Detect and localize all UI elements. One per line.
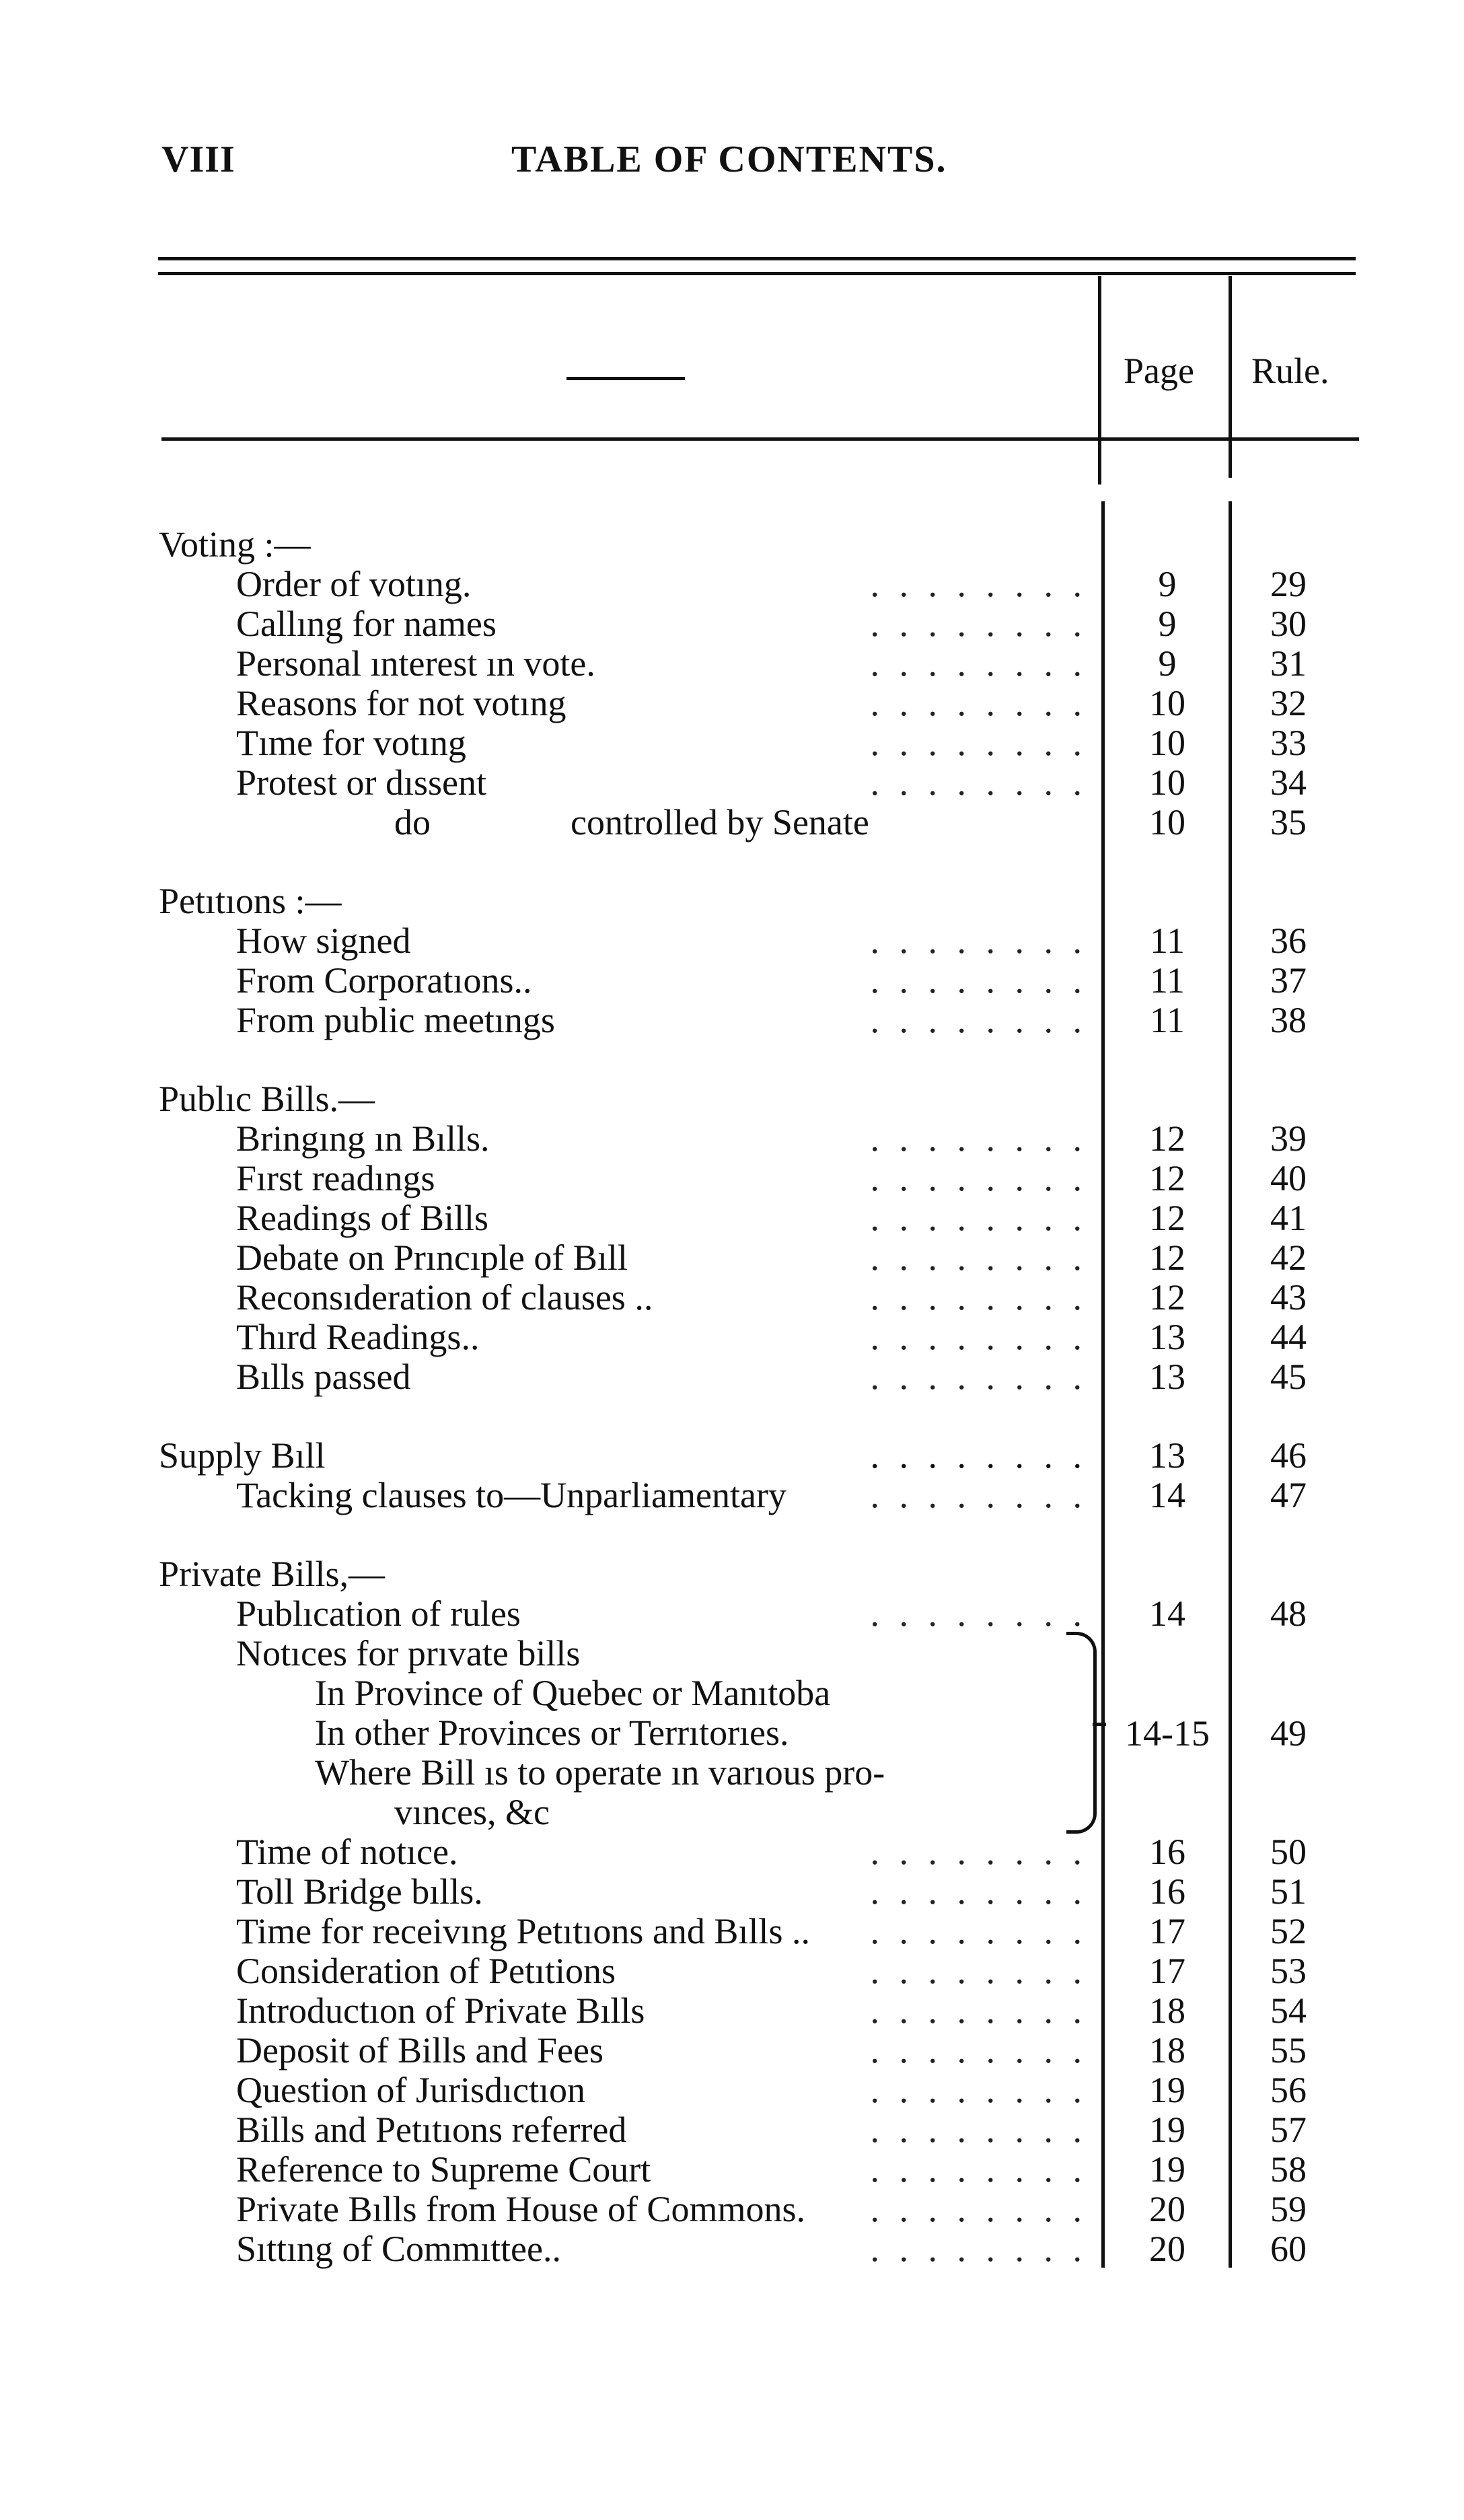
entry-label: Consideration of Petıtions — [236, 1951, 616, 1991]
toc-section — [159, 1554, 1370, 2269]
page-number-cell: 17 — [1149, 1951, 1185, 1991]
page-number-cell: 19 — [1149, 2110, 1185, 2150]
entry-label: From public meetıngs — [236, 1000, 555, 1040]
page-number-cell: 12 — [1149, 1237, 1185, 1278]
dot-leader: . . . . . . . . — [870, 1435, 1087, 1476]
entry-label: Deposit of Bills and Fees — [236, 2030, 603, 2071]
table-of-contents — [159, 525, 1370, 2269]
rule-number-cell: 35 — [1270, 802, 1307, 842]
rule-number-cell: 31 — [1270, 643, 1307, 684]
entry-label: In Province of Quebec or Manıtoba — [315, 1673, 831, 1713]
dot-leader: . . . . . . . . — [870, 1832, 1087, 1872]
rule-number-cell: 36 — [1270, 921, 1307, 961]
section-title — [159, 881, 1370, 921]
toc-entry — [0, 1673, 1370, 1713]
dot-leader: . . . . . . . . — [870, 2189, 1087, 2229]
rule-number-cell: 39 — [1270, 1118, 1307, 1159]
section-title-text: Publıc Bills.— — [159, 1079, 375, 1119]
toc-entry — [0, 921, 1370, 961]
page-number-cell: 14 — [1149, 1593, 1185, 1634]
rule-number-cell: 48 — [1270, 1593, 1307, 1634]
dot-leader: . . . . . . . . — [870, 1990, 1087, 2031]
rule-number-cell: 56 — [1270, 2070, 1307, 2110]
toc-entry — [0, 1198, 1370, 1238]
page-number-cell: 12 — [1149, 1277, 1185, 1318]
toc-entry — [0, 803, 1370, 842]
rule-number-cell: 60 — [1270, 2229, 1307, 2269]
toc-entry — [0, 1912, 1370, 1951]
dot-leader: . . . . . . . . — [870, 2030, 1087, 2071]
grouping-brace — [1066, 1632, 1097, 1834]
dot-leader: . . . . . . . . — [870, 1317, 1087, 1357]
rule-number-cell: 41 — [1270, 1198, 1307, 1238]
toc-entry — [0, 604, 1370, 644]
section-title-text: Voting :— — [159, 524, 311, 565]
entry-label: How signed — [236, 921, 411, 961]
rule-number-cell: 29 — [1270, 564, 1307, 604]
rule-number-cell: 58 — [1270, 2149, 1307, 2190]
entry-label: Tıme for votıng — [236, 723, 466, 763]
toc-entry — [0, 1238, 1370, 1278]
rule-number-cell: 40 — [1270, 1158, 1307, 1198]
rule-number-cell: 51 — [1270, 1871, 1307, 1912]
page-number-cell: 16 — [1149, 1871, 1185, 1912]
header-underline — [161, 437, 1359, 441]
toc-entry — [0, 1159, 1370, 1198]
entry-label: From Corporatıons.. — [236, 960, 532, 1001]
toc-section — [159, 881, 1370, 1040]
page-number-cell: 14 — [1149, 1475, 1185, 1515]
page-number-cell: 11 — [1150, 960, 1185, 1001]
toc-entry — [0, 1634, 1370, 1673]
section-title — [159, 1554, 1370, 1594]
section-title — [159, 1079, 1370, 1119]
rule-number-cell: 44 — [1270, 1317, 1307, 1357]
entry-label: Notıces for prıvate bills — [236, 1633, 581, 1673]
rule-number-cell: 50 — [1270, 1832, 1307, 1872]
entry-label: Time for receivıng Petıtıons and Bılls .. — [236, 1911, 810, 1951]
dot-leader: . . . . . . . . — [870, 1357, 1087, 1397]
entry-label: Protest or dıssent — [236, 762, 486, 803]
toc-entry — [0, 1278, 1370, 1318]
toc-entry — [0, 644, 1370, 684]
toc-entry — [0, 1872, 1370, 1912]
toc-section — [159, 1079, 1370, 1397]
page-number: VIII — [161, 139, 235, 180]
toc-entry — [0, 565, 1370, 604]
rule-number-cell: 43 — [1270, 1277, 1307, 1318]
dot-leader: . . . . . . . . — [870, 960, 1087, 1001]
entry-label: Question of Jurisdıctıon — [236, 2070, 585, 2110]
page-column-header: Page — [1124, 351, 1194, 391]
entry-label: Toll Bridge bılls. — [236, 1871, 483, 1912]
page-number-cell: 13 — [1149, 1317, 1185, 1357]
toc-entry — [0, 1594, 1370, 1634]
page-number-cell: 13 — [1149, 1357, 1185, 1397]
rule-number-cell: 47 — [1270, 1475, 1307, 1515]
dot-leader: . . . . . . . . — [870, 1237, 1087, 1278]
dot-leader: . . . . . . . . — [870, 921, 1087, 961]
rule-number-cell: 54 — [1270, 1990, 1307, 2031]
column-separator — [1229, 276, 1232, 478]
page-number-cell: 20 — [1149, 2229, 1185, 2269]
page-number-cell: 19 — [1149, 2149, 1185, 2190]
page-title: TABLE OF CONTENTS. — [511, 139, 947, 180]
dot-leader: . . . . . . . . — [870, 2229, 1087, 2269]
toc-entry — [0, 2150, 1370, 2190]
page-number-cell: 19 — [1149, 2070, 1185, 2110]
rule-number-cell: 37 — [1270, 960, 1307, 1001]
dot-leader: . . . . . . . . — [870, 2070, 1087, 2110]
toc-entry — [0, 961, 1370, 1001]
rule-number-cell: 30 — [1270, 604, 1307, 644]
rule-number-cell: 55 — [1270, 2030, 1307, 2071]
section-title — [159, 525, 1370, 565]
toc-entry — [0, 1001, 1370, 1040]
toc-entry — [0, 1951, 1370, 1991]
dot-leader: . . . . . . . . — [870, 1000, 1087, 1040]
page-number-cell: 9 — [1158, 604, 1177, 644]
dot-leader: . . . . . . . . — [870, 604, 1087, 644]
top-rule-line — [158, 257, 1356, 260]
entry-label: Fırst readıngs — [236, 1158, 435, 1198]
entry-label: Reference to Supreme Court — [236, 2149, 651, 2190]
page-number-cell: 9 — [1158, 643, 1177, 684]
rule-number-cell: 45 — [1270, 1357, 1307, 1397]
section-title-text: Private Bills,— — [159, 1554, 385, 1594]
rule-number-cell: 52 — [1270, 1911, 1307, 1951]
page-number-cell: 12 — [1149, 1158, 1185, 1198]
page-number-cell: 18 — [1149, 2030, 1185, 2071]
rule-number-cell: 46 — [1270, 1435, 1307, 1476]
entry-label: Bills and Petıtıons referred — [236, 2110, 627, 2150]
group-rule-number: 49 — [1270, 1713, 1307, 1754]
top-rule-line-2 — [158, 272, 1356, 275]
dot-leader: . . . . . . . . — [870, 762, 1087, 803]
toc-section — [159, 1436, 1370, 1515]
entry-label: Reconsıderation of clauses .. — [236, 1277, 653, 1318]
page-header — [161, 138, 1359, 192]
entry-label: Order of votıng. — [236, 564, 472, 604]
rule-number-cell: 53 — [1270, 1951, 1307, 1991]
page-number-cell: 9 — [1158, 564, 1177, 604]
toc-entry — [0, 2229, 1370, 2269]
entry-label: vınces, &c — [394, 1792, 550, 1832]
rule-number-cell: 57 — [1270, 2110, 1307, 2150]
toc-entry — [0, 723, 1370, 763]
page-number-cell: 12 — [1149, 1118, 1185, 1159]
column-separator — [1098, 276, 1101, 484]
toc-section — [159, 525, 1370, 842]
section-title — [159, 1436, 1370, 1476]
dot-leader: . . . . . . . . — [870, 723, 1087, 763]
page-number-cell: 10 — [1149, 723, 1185, 763]
toc-entry — [0, 1832, 1370, 1872]
toc-entry — [0, 1991, 1370, 2031]
page-number-cell: 20 — [1149, 2189, 1185, 2229]
rule-number-cell: 33 — [1270, 723, 1307, 763]
toc-entry — [0, 2071, 1370, 2110]
toc-entry — [0, 1318, 1370, 1357]
entry-label: Reasons for not votıng — [236, 683, 566, 723]
entry-label-continued: controlled by Senate — [571, 802, 869, 842]
section-title-text: Petıtıons :— — [159, 881, 342, 921]
entry-label: Thırd Readings.. — [236, 1317, 480, 1357]
dot-leader: . . . . . . . . — [870, 564, 1087, 604]
entry-label: Callıng for names — [236, 604, 497, 644]
dot-leader: . . . . . . . . — [870, 683, 1087, 723]
entry-label: Bılls passed — [236, 1357, 411, 1397]
entry-label: Bringıng ın Bılls. — [236, 1118, 490, 1159]
page-number-cell: 12 — [1149, 1198, 1185, 1238]
section-title-text: Supply Bıll — [159, 1435, 326, 1476]
toc-entry — [0, 684, 1370, 723]
page-number-cell: 10 — [1149, 683, 1185, 723]
dot-leader: . . . . . . . . — [870, 1277, 1087, 1318]
entry-label: Time of notıce. — [236, 1832, 458, 1872]
page-number-cell: 17 — [1149, 1911, 1185, 1951]
rule-number-cell: 38 — [1270, 1000, 1307, 1040]
rule-number-cell: 32 — [1270, 683, 1307, 723]
entry-label: Publıcation of rules — [236, 1593, 521, 1634]
entry-label: do — [394, 802, 431, 842]
dot-leader: . . . . . . . . — [870, 1951, 1087, 1991]
page-number-cell: 13 — [1149, 1435, 1185, 1476]
entry-label: In other Provinces or Terrıtorıes. — [315, 1713, 789, 1753]
toc-entry — [0, 2031, 1370, 2071]
dot-leader: . . . . . . . . — [870, 2149, 1087, 2190]
entry-label: Tacking clauses to—Unparliamentary — [236, 1475, 786, 1515]
dot-leader: . . . . . . . . — [870, 1475, 1087, 1515]
page-number-cell: 10 — [1149, 802, 1185, 842]
dot-leader: . . . . . . . . — [870, 1593, 1087, 1634]
toc-entry — [0, 2110, 1370, 2150]
entry-label: Readings of Bills — [236, 1198, 488, 1238]
page-number-cell: 16 — [1149, 1832, 1185, 1872]
page-number-cell: 18 — [1149, 1990, 1185, 2031]
header-dash — [566, 377, 685, 380]
entry-label: Debate on Prıncıple of Bıll — [236, 1237, 628, 1278]
dot-leader: . . . . . . . . — [870, 643, 1087, 684]
toc-entry — [0, 1753, 1370, 1793]
dot-leader: . . . . . . . . — [870, 1911, 1087, 1951]
entry-label: Where Bill ıs to operate ın varıous pro- — [315, 1752, 885, 1793]
toc-entry — [0, 1119, 1370, 1159]
entry-label: Personal ınterest ın vote. — [236, 643, 595, 684]
rule-column-header: Rule. — [1251, 351, 1329, 391]
toc-entry — [0, 1357, 1370, 1397]
entry-label: Private Bılls from House of Commons. — [236, 2189, 805, 2229]
entry-label: Sıttıng of Commıttee.. — [236, 2229, 561, 2269]
dot-leader: . . . . . . . . — [870, 1118, 1087, 1159]
toc-entry — [0, 763, 1370, 803]
dot-leader: . . . . . . . . — [870, 1871, 1087, 1912]
dot-leader: . . . . . . . . — [870, 1198, 1087, 1238]
toc-entry — [0, 1476, 1370, 1515]
toc-entry — [0, 2190, 1370, 2229]
rule-number-cell: 59 — [1270, 2189, 1307, 2229]
page-number-cell: 11 — [1150, 1000, 1185, 1040]
dot-leader: . . . . . . . . — [870, 2110, 1087, 2150]
group-page-number: 14-15 — [1125, 1713, 1210, 1754]
rule-number-cell: 42 — [1270, 1237, 1307, 1278]
dot-leader: . . . . . . . . — [870, 1158, 1087, 1198]
entry-label: Introductıon of Private Bılls — [236, 1990, 645, 2031]
page-number-cell: 10 — [1149, 762, 1185, 803]
page-number-cell: 11 — [1150, 921, 1185, 961]
toc-entry — [0, 1793, 1370, 1832]
rule-number-cell: 34 — [1270, 762, 1307, 803]
